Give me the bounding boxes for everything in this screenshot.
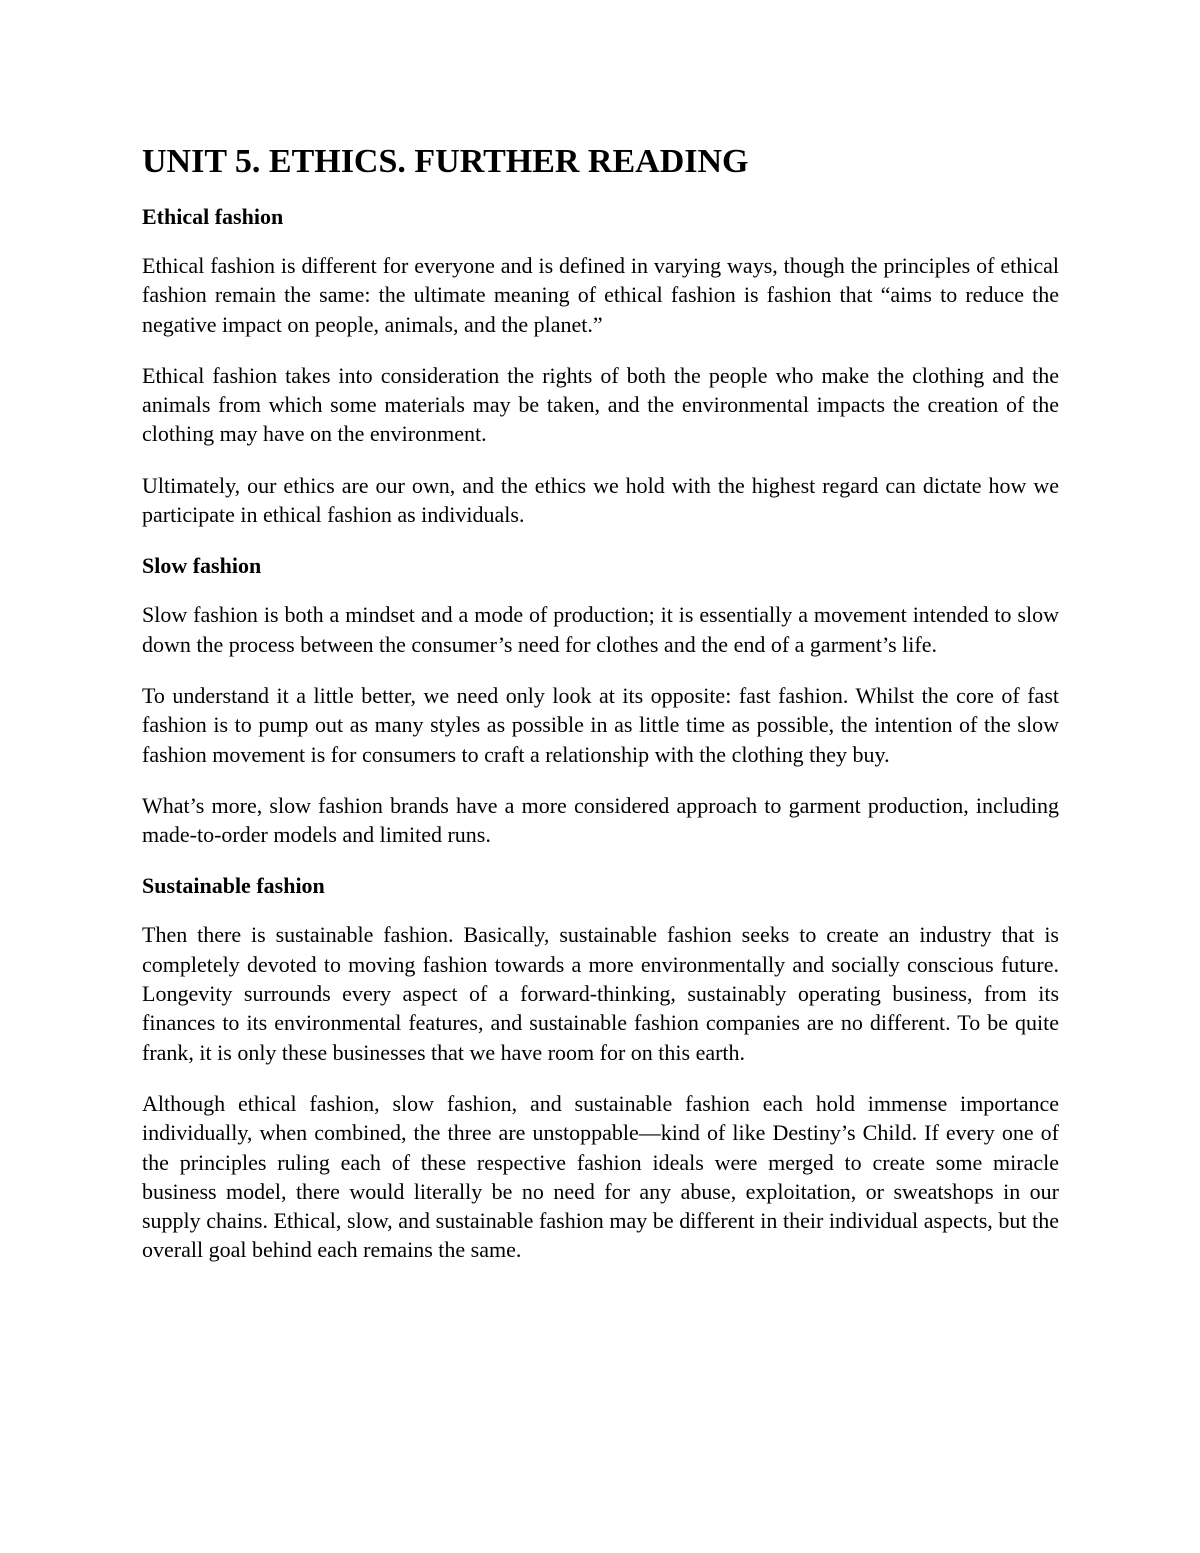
section-heading: Slow fashion [142,553,262,579]
paragraph: Then there is sustainable fashion. Basically, sustainable fashion seeks to create an industry that is completely devoted to moving fashion towards a more environmentally and socially conscious future. Longevity surrounds every aspect of a forward-thinking, sustainably operating business, from its finances to its environmental features, and sustainable fashion companies are no different. To be quite frank, it is only these businesses that we have room for on this earth. [142,922,1059,1065]
paragraph: To understand it a little better, we need only look at its opposite: fast fashion. Whilst the core of fast fashion is to pump out as many styles as possible in as little time as possible, the intention of the slow fashion movement is for consumers to craft a relationship with the clothing they buy. [142,682,1059,767]
paragraph: Ultimately, our ethics are our own, and the ethics we hold with the highest regard can dictate how we participate in ethical fashion as individuals. [142,472,1059,528]
section-ethical-fashion [142,202,1059,529]
section-heading: Ethical fashion [142,204,284,229]
section-slow-fashion [142,551,1059,849]
paragraph: Slow fashion is both a mindset and a mode of production; it is essentially a movement intended to slow down the process between the consumer’s need for clothes and the end of a garment’s life. [142,602,1059,657]
paragraph: Ethical fashion takes into consideration the rights of both the people who make the clothing and the animals from which some materials may be taken, and the environmental impacts the creation of the clothing may have on the environment. [142,362,1059,447]
page-title: UNIT 5. ETHICS. FURTHER READING [142,143,749,180]
paragraph: Ethical fashion is different for everyone and is defined in varying ways, though the principles of ethical fashion remain the same: the ultimate meaning of ethical fashion is fashion that “aims to reduce the negative impact on people, animals, and the planet.” [142,253,1059,337]
paragraph: What’s more, slow fashion brands have a more considered approach to garment production, including made-to-order models and limited runs. [142,792,1059,848]
document-page [142,140,1059,1287]
paragraph: Although ethical fashion, slow fashion, and sustainable fashion each hold immense importance individually, when combined, the three are unstoppable—kind of like Destiny’s Child. If every one of the principles ruling each of these respective fashion ideals were merged to create some miracle business model, there would literally be no need for any abuse, exploitation, or sweatshops in our supply chains. Ethical, slow, and sustainable fashion may be different in their individual aspects, but the overall goal behind each remains the same. [142,1090,1059,1263]
section-heading: Sustainable fashion [142,873,325,899]
section-sustainable-fashion [142,871,1059,1264]
